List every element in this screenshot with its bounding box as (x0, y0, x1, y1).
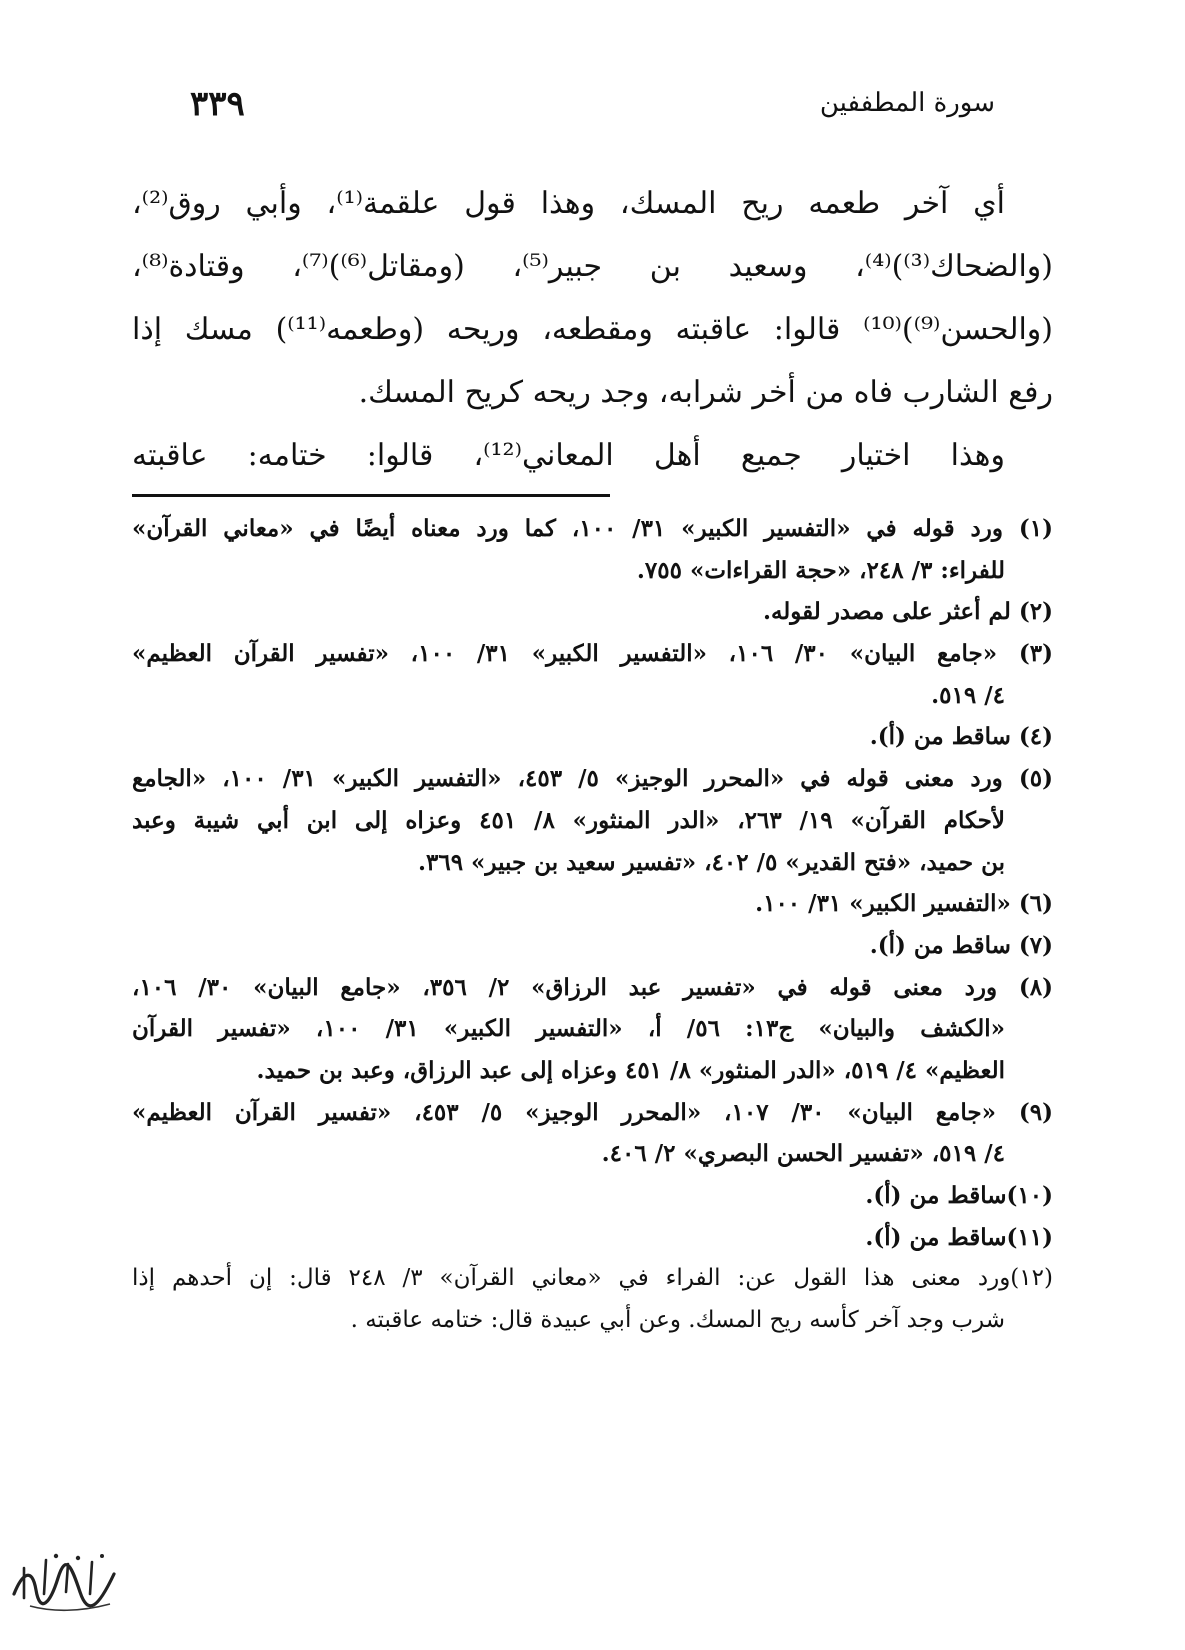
body-line: رفع الشارب فاه من أخر شرابه، وجد ريحه كريح المسك. (358, 375, 1053, 410)
footnote-line: (٩) «جامع البيان» ٣٠/ ١٠٧، «المحرر الوجيز» ٥/ ٤٥٣، «تفسير القرآن العظيم» (132, 1098, 1053, 1126)
footnote-11 (132, 1217, 1053, 1259)
calligraphy-watermark-icon (6, 1548, 126, 1622)
page-header (190, 80, 995, 130)
footnote-4 (132, 716, 1053, 758)
footnotes (132, 508, 1053, 1342)
footnote-line: «الكشف والبيان» ج١٣: ٥٦/ أ، «التفسير الكبير» ٣١/ ١٠٠، «تفسير القرآن (132, 1015, 1005, 1043)
footnote-line: ٤/ ٥١٩، «تفسير الحسن البصري» ٢/ ٤٠٦. (601, 1140, 1005, 1168)
footnote-line: (١١)ساقط من (أ). (865, 1223, 1053, 1251)
footnote-line: لأحكام القرآن» ١٩/ ٢٦٣، «الدر المنثور» ٨/ ٤٥١ وعزاه إلى ابن أبي شيبة وعبد (132, 806, 1005, 834)
footnote-line: (١) ورد قوله في «التفسير الكبير» ٣١/ ١٠٠، كما ورد معناه أيضًا في «معاني القرآن» (132, 515, 1053, 542)
footnote-line: (٢) لم أعثر على مصدر لقوله. (762, 598, 1053, 626)
body-line: أي آخر طعمه ريح المسك، وهذا قول علقمة⁽¹⁾، وأبي روق⁽²⁾، (132, 186, 1006, 221)
footnote-9 (132, 1092, 1053, 1175)
body-line: (والضحاك⁽³⁾)⁽⁴⁾، وسعيد بن جبير⁽⁵⁾، (ومقاتل⁽⁶⁾)⁽⁷⁾، وقتادة⁽⁸⁾، (132, 249, 1053, 284)
footnote-1 (132, 508, 1053, 591)
footnote-line: العظيم» ٤/ ٥١٩، «الدر المنثور» ٨/ ٤٥١ وعزاه إلى عبد الرزاق، وعبد بن حميد. (256, 1056, 1005, 1084)
footnote-8 (132, 967, 1053, 1092)
body-line: وهذا اختيار جميع أهل المعاني⁽¹²⁾، قالوا: ختامه: عاقبته (132, 438, 1005, 473)
footnote-separator (132, 494, 610, 497)
footnote-line: (٣) «جامع البيان» ٣٠/ ١٠٦، «التفسير الكبير» ٣١/ ١٠٠، «تفسير القرآن العظيم» (132, 640, 1053, 668)
footnote-7 (132, 925, 1053, 967)
footnote-line: (٨) ورد معنى قوله في «تفسير عبد الرزاق» ٢/ ٣٥٦، «جامع البيان» ٣٠/ ١٠٦، (132, 973, 1053, 1001)
footnote-5 (132, 758, 1053, 883)
footnote-line: (٧) ساقط من (أ). (869, 931, 1053, 959)
footnote-line: (١٠)ساقط من (أ). (865, 1182, 1053, 1209)
footnote-line: (٦) «التفسير الكبير» ٣١/ ١٠٠. (755, 890, 1053, 918)
main-text (132, 172, 1053, 487)
footnote-line: بن حميد، «فتح القدير» ٥/ ٤٠٢، «تفسير سعيد بن جبير» ٣٦٩. (417, 848, 1005, 876)
body-line: (والحسن⁽⁹⁾)⁽¹⁰⁾ قالوا: عاقبته ومقطعه، وريحه (وطعمه⁽¹¹⁾) مسك إذا (132, 312, 1053, 347)
footnote-line: شرب وجد آخر كأسه ريح المسك. وعن أبي عبيدة قال: ختامه عاقبته . (350, 1307, 1005, 1334)
page-number: ٣٣٩ (190, 84, 245, 124)
footnote-line: (٥) ورد معنى قوله في «المحرر الوجيز» ٥/ ٤٥٣، «التفسير الكبير» ٣١/ ١٠٠، «الجامع (132, 765, 1053, 793)
footnote-line: (١٢)ورد معنى هذا القول عن: الفراء في «معاني القرآن» ٣/ ٢٤٨ قال: إن أحدهم إذا (132, 1265, 1053, 1292)
footnote-line: (٤) ساقط من (أ). (869, 723, 1053, 751)
footnote-10 (132, 1175, 1053, 1217)
footnote-6 (132, 883, 1053, 925)
footnote-line: للفراء: ٣/ ٢٤٨، «حجة القراءات» ٧٥٥. (636, 556, 1005, 584)
footnote-12 (132, 1258, 1053, 1341)
footnote-2 (132, 591, 1053, 633)
surah-title: سورة المطففين (819, 88, 995, 118)
footnote-line: ٤/ ٥١٩. (931, 681, 1005, 709)
footnote-3 (132, 633, 1053, 716)
